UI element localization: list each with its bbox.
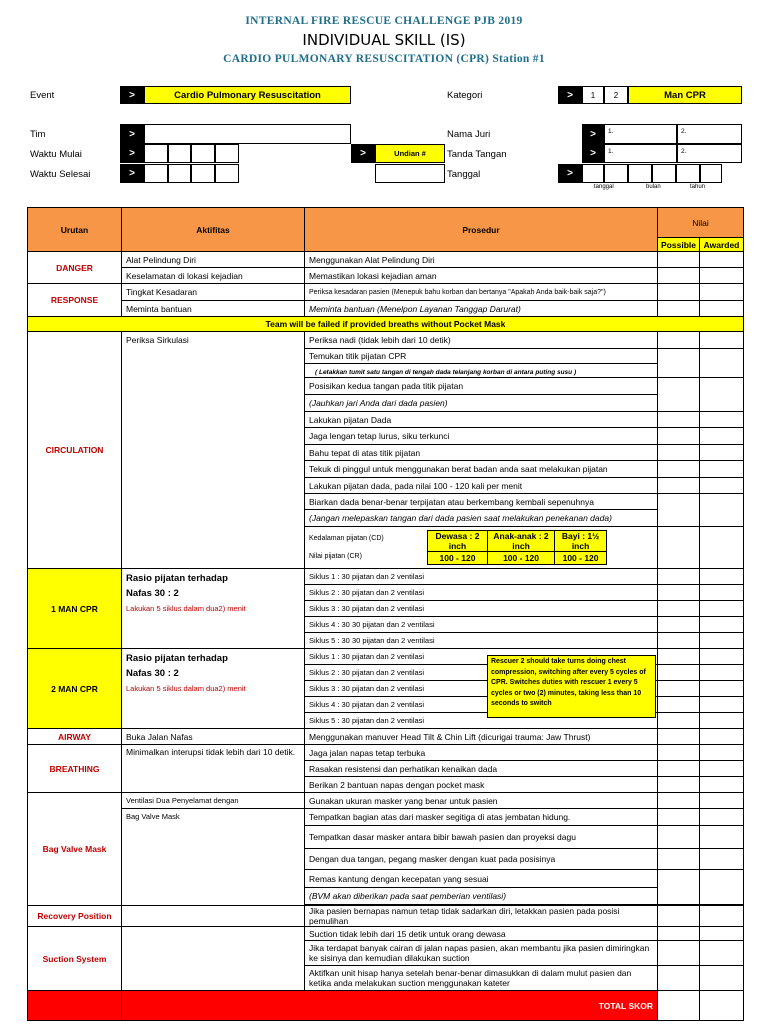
cycle-cell: Siklus 4 : 30 30 pijatan dan 2 ventilasi xyxy=(305,617,658,633)
possible-cell[interactable] xyxy=(658,378,700,412)
awarded-cell[interactable] xyxy=(700,494,744,527)
nama-juri-arrow-icon: > xyxy=(582,124,604,144)
ratio-value: Nafas 30 : 2 xyxy=(126,588,179,599)
procedure-cell: Periksa nadi (tidak lebih dari 10 detik) xyxy=(305,332,658,349)
awarded-cell[interactable] xyxy=(700,927,744,941)
kategori-arrow-icon: > xyxy=(558,86,582,104)
awarded-cell[interactable] xyxy=(700,941,744,966)
cd-anak: Anak-anak : 2 inch xyxy=(487,531,554,552)
procedure-cell: Biarkan dada benar-benar terpijatan atau berkembang kembali sepenuhnya xyxy=(305,494,658,510)
procedure-cell: Berikan 2 bantuan napas dengan pocket mask xyxy=(305,777,658,793)
awarded-cell[interactable] xyxy=(700,697,744,713)
activity-cell xyxy=(122,927,305,991)
tahun-sublabel: tahun xyxy=(690,184,706,190)
awarded-cell[interactable] xyxy=(700,849,744,870)
category-suction-system: Suction System xyxy=(28,927,122,991)
awarded-cell[interactable] xyxy=(700,617,744,633)
header-awarded: Awarded xyxy=(700,238,744,252)
kategori-label: Kategori xyxy=(447,90,483,101)
procedure-cell: Jika pasien bernapas namun tetap tidak sadarkan diri, letakkan pasien pada posisi pemulihan xyxy=(305,906,658,927)
procedure-cell: Remas kantung dengan kecepatan yang sesuai xyxy=(305,870,658,888)
pocket-mask-warning: Team will be failed if provided breaths without Pocket Mask xyxy=(28,317,744,332)
procedure-cell: Tekuk di pinggul untuk menggunakan berat badan anda saat melakukan pijatan xyxy=(305,461,658,478)
activity-cell: Meminta bantuan xyxy=(122,301,305,317)
total-filler xyxy=(28,991,122,1021)
possible-cell[interactable] xyxy=(658,284,700,301)
activity-cell xyxy=(122,906,305,927)
procedure-cell: Meminta bantuan (Menelpon Layanan Tanggap Darurat) xyxy=(305,301,658,317)
bulan-sublabel: bulan xyxy=(646,184,661,190)
cr-dewasa: 100 - 120 xyxy=(428,552,488,565)
procedure-cell: Menggunakan Alat Pelindung Diri xyxy=(305,252,658,268)
cd-bayi: Bayi : 1½ inch xyxy=(555,531,607,552)
category-recovery-position: Recovery Position xyxy=(28,906,122,927)
awarded-cell[interactable] xyxy=(700,777,744,793)
cycle-cell: Siklus 3 : 30 pijatan dan 2 ventilasi xyxy=(305,601,658,617)
header-nilai: Nilai xyxy=(658,208,744,238)
possible-cell[interactable] xyxy=(658,445,700,461)
rescuer-switch-note: Rescuer 2 should take turns doing chest compression, switching after every 5 cycles of CPR. Switches duties with rescuer 1 every 5 cycles or two (2) minutes, taking less than 10 seconds to switch xyxy=(487,655,656,718)
activity-cell xyxy=(122,569,305,649)
awarded-cell[interactable] xyxy=(700,826,744,849)
possible-cell[interactable] xyxy=(658,301,700,317)
nama-juri-label: Nama Juri xyxy=(447,129,491,140)
possible-cell[interactable] xyxy=(658,569,700,585)
activity-cell: Bag Valve Mask xyxy=(122,809,305,906)
event-value[interactable]: Cardio Pulmonary Resuscitation xyxy=(144,86,351,104)
category-1-man-cpr: 1 MAN CPR xyxy=(28,569,122,649)
procedure-cell: Lakukan pijatan Dada xyxy=(305,412,658,428)
waktu-selesai-label: Waktu Selesai xyxy=(30,169,91,180)
procedure-cell: Jaga jalan napas tetap terbuka xyxy=(305,745,658,761)
kategori-option-2[interactable]: 2 xyxy=(604,86,628,104)
cycle-cell: Siklus 1 : 30 pijatan dan 2 ventilasi xyxy=(305,649,658,665)
waktu-selesai-arrow-icon: > xyxy=(120,164,144,183)
cycle-cell: Siklus 5 : 30 30 pijatan dan 2 ventilasi xyxy=(305,633,658,649)
possible-cell[interactable] xyxy=(658,745,700,761)
possible-cell[interactable] xyxy=(658,681,700,697)
awarded-cell[interactable] xyxy=(700,284,744,301)
waktu-selesai-cell[interactable] xyxy=(168,164,191,183)
awarded-cell[interactable] xyxy=(700,729,744,745)
waktu-selesai-cell[interactable] xyxy=(191,164,215,183)
possible-cell[interactable] xyxy=(658,777,700,793)
possible-cell[interactable] xyxy=(658,809,700,826)
undian-arrow-icon: > xyxy=(351,144,375,163)
activity-cell: Periksa Sirkulasi xyxy=(122,332,305,569)
awarded-cell[interactable] xyxy=(700,745,744,761)
cr-bayi: 100 - 120 xyxy=(555,552,607,565)
awarded-cell[interactable] xyxy=(700,332,744,349)
activity-cell: Keselamatan di lokasi kejadian xyxy=(122,268,305,284)
tanggal-cell[interactable] xyxy=(582,164,604,183)
awarded-cell[interactable] xyxy=(700,713,744,729)
category-circulation: CIRCULATION xyxy=(28,332,122,569)
possible-cell[interactable] xyxy=(658,849,700,870)
possible-cell[interactable] xyxy=(658,617,700,633)
possible-cell[interactable] xyxy=(658,927,700,941)
tanda-tangan-2-input[interactable]: 2. xyxy=(677,144,742,163)
activity-cell: Buka Jalan Nafas xyxy=(122,729,305,745)
cycle-cell: Siklus 2 : 30 pijatan dan 2 ventilasi xyxy=(305,585,658,601)
cd-dewasa: Dewasa : 2 inch xyxy=(428,531,488,552)
procedure-note-text: ( Letakkan tumit satu tangan di tengah dada telanjang korban di antara puting susu ) xyxy=(315,368,577,376)
possible-cell[interactable] xyxy=(658,478,700,494)
awarded-cell[interactable] xyxy=(700,461,744,478)
possible-cell[interactable] xyxy=(658,461,700,478)
cycle-cell: Siklus 3 : 30 pijatan dan 2 ventilasi xyxy=(305,681,658,697)
waktu-mulai-cell[interactable] xyxy=(215,144,239,163)
procedure-note: (BVM akan diberikan pada saat pemberian ventilasi) xyxy=(305,888,658,905)
awarded-cell[interactable] xyxy=(700,809,744,826)
category-2-man-cpr: 2 MAN CPR xyxy=(28,649,122,729)
procedure-cell: Temukan titik pijatan CPR xyxy=(305,349,658,364)
possible-cell[interactable] xyxy=(658,793,700,809)
awarded-cell[interactable] xyxy=(700,870,744,905)
compression-spec-table xyxy=(427,530,607,565)
procedure-cell: Gunakan ukuran masker yang benar untuk pasien xyxy=(305,793,658,809)
event-arrow-icon: > xyxy=(120,86,144,104)
awarded-cell[interactable] xyxy=(700,761,744,777)
procedure-cell: Tempatkan bagian atas dari masker segitiga di atas jembatan hidung. xyxy=(305,809,658,826)
procedure-cell: Menggunakan manuver Head Tilt & Chin Lift (dicurigai trauma: Jaw Thrust) xyxy=(305,729,658,745)
possible-cell[interactable] xyxy=(658,761,700,777)
awarded-cell[interactable] xyxy=(700,268,744,284)
ratio-value: Nafas 30 : 2 xyxy=(126,668,179,679)
cycle-cell: Siklus 4 : 30 pijatan dan 2 ventilasi xyxy=(305,697,658,713)
undian-label: Undian # xyxy=(375,144,445,163)
possible-cell[interactable] xyxy=(658,349,700,378)
nama-juri-1-input[interactable]: 1. xyxy=(604,124,677,144)
activity-cell: Ventilasi Dua Penyelamat dengan xyxy=(122,793,305,809)
event-label: Event xyxy=(30,90,55,101)
cycle-cell: Siklus 5 : 30 pijatan dan 2 ventilasi xyxy=(305,713,658,729)
procedure-note: (Jauhkan jari Anda dari dada pasien) xyxy=(305,395,658,412)
awarded-cell[interactable] xyxy=(700,633,744,649)
procedure-cell: Dengan dua tangan, pegang masker dengan kuat pada posisinya xyxy=(305,849,658,870)
awarded-cell[interactable] xyxy=(700,301,744,317)
category-airway: AIRWAY xyxy=(28,729,122,745)
awarded-cell[interactable] xyxy=(700,793,744,809)
bulan-cell[interactable] xyxy=(652,164,676,183)
awarded-cell[interactable] xyxy=(700,252,744,268)
cycle-note: Lakukan 5 siklus dalam dua2) menit xyxy=(126,604,246,613)
awarded-cell[interactable] xyxy=(700,681,744,697)
total-possible-cell[interactable] xyxy=(658,991,700,1021)
category-danger: DANGER xyxy=(28,252,122,284)
header-prosedur: Prosedur xyxy=(305,208,658,252)
awarded-cell[interactable] xyxy=(700,527,744,569)
waktu-selesai-cell[interactable] xyxy=(215,164,239,183)
tim-label: Tim xyxy=(30,129,46,140)
tanggal-cell[interactable] xyxy=(604,164,628,183)
possible-cell[interactable] xyxy=(658,649,700,665)
activity-cell: Tingkat Kesadaran xyxy=(122,284,305,301)
header-subtitle: INDIVIDUAL SKILL (IS) xyxy=(302,31,466,49)
possible-cell[interactable] xyxy=(658,332,700,349)
header-possible: Possible xyxy=(658,238,700,252)
procedure-cell: Jika terdapat banyak cairan di jalan napas pasien, akan membantu jika pasien dimiringkan ke sisinya dan kemudian dilakukan suction xyxy=(305,941,658,966)
category-response: RESPONSE xyxy=(28,284,122,317)
possible-cell[interactable] xyxy=(658,941,700,966)
possible-cell[interactable] xyxy=(658,633,700,649)
waktu-mulai-cell[interactable] xyxy=(168,144,191,163)
tanda-tangan-arrow-icon: > xyxy=(582,144,604,163)
possible-cell[interactable] xyxy=(658,268,700,284)
awarded-cell[interactable] xyxy=(700,569,744,585)
possible-cell[interactable] xyxy=(658,697,700,713)
activity-cell xyxy=(122,649,305,729)
possible-cell[interactable] xyxy=(658,494,700,527)
awarded-cell[interactable] xyxy=(700,445,744,461)
tanggal-label: Tanggal xyxy=(447,169,481,180)
activity-cell: Minimalkan interupsi tidak lebih dari 10 detik. xyxy=(122,745,305,793)
total-score-label: TOTAL SKOR xyxy=(122,991,658,1021)
tahun-cell[interactable] xyxy=(676,164,700,183)
awarded-cell[interactable] xyxy=(700,478,744,494)
tim-arrow-icon: > xyxy=(120,124,144,144)
tahun-cell[interactable] xyxy=(700,164,722,183)
procedure-note: (Jangan melepaskan tangan dari dada pasien saat melakukan penekanan dada) xyxy=(305,510,658,527)
procedure-cell: Rasakan resistensi dan perhatikan kenaikan dada xyxy=(305,761,658,777)
procedure-cell: Tempatkan dasar masker antara bibir bawah pasien dan proyeksi dagu xyxy=(305,826,658,849)
awarded-cell[interactable] xyxy=(700,412,744,428)
cycle-cell: Siklus 2 : 30 pijatan dan 2 ventilasi xyxy=(305,665,658,681)
ratio-title: Rasio pijatan terhadap xyxy=(126,573,228,584)
awarded-cell[interactable] xyxy=(700,601,744,617)
kategori-option-1[interactable]: 1 xyxy=(582,86,604,104)
possible-cell[interactable] xyxy=(658,826,700,849)
header-station: CARDIO PULMONARY RESUSCITATION (CPR) Station #1 xyxy=(223,53,545,65)
nama-juri-2-input[interactable]: 2. xyxy=(677,124,742,144)
possible-cell[interactable] xyxy=(658,713,700,729)
possible-cell[interactable] xyxy=(658,665,700,681)
possible-cell[interactable] xyxy=(658,729,700,745)
possible-cell[interactable] xyxy=(658,601,700,617)
awarded-cell[interactable] xyxy=(700,428,744,445)
tanda-tangan-1-input[interactable]: 1. xyxy=(604,144,677,163)
possible-cell[interactable] xyxy=(658,870,700,905)
tim-input[interactable] xyxy=(144,124,351,144)
procedure-note xyxy=(305,364,658,378)
kategori-value[interactable]: Man CPR xyxy=(628,86,742,104)
possible-cell[interactable] xyxy=(658,966,700,991)
total-awarded-cell[interactable] xyxy=(700,991,744,1021)
awarded-cell[interactable] xyxy=(700,349,744,378)
procedure-cell: Lakukan pijatan dada, pada nilai 100 - 120 kali per menit xyxy=(305,478,658,494)
possible-cell[interactable] xyxy=(658,906,700,927)
possible-cell[interactable] xyxy=(658,252,700,268)
scoring-table xyxy=(27,207,744,1021)
category-breathing: BREATHING xyxy=(28,745,122,793)
header-aktifitas: Aktifitas xyxy=(122,208,305,252)
procedure-cell: Suction tidak lebih dari 15 detik untuk orang dewasa xyxy=(305,927,658,941)
tanda-tangan-label: Tanda Tangan xyxy=(447,149,507,160)
awarded-cell[interactable] xyxy=(700,966,744,991)
category-bag-valve-mask: Bag Valve Mask xyxy=(28,793,122,906)
cr-label: Nilai pijatan (CR) xyxy=(309,552,362,560)
awarded-cell[interactable] xyxy=(700,665,744,681)
procedure-cell: Periksa kesadaran pasien (Menepuk bahu korban dan bertanya "Apakah Anda baik-baik saja?") xyxy=(305,284,658,301)
possible-cell[interactable] xyxy=(658,585,700,601)
waktu-mulai-arrow-icon: > xyxy=(120,144,144,163)
procedure-cell: Aktifkan unit hisap hanya setelah benar-benar dimasukkan di dalam mulut pasien dan ketika anda melakukan suction menggunakan kateter xyxy=(305,966,658,991)
awarded-cell[interactable] xyxy=(700,906,744,927)
header-urutan: Urutan xyxy=(28,208,122,252)
bulan-cell[interactable] xyxy=(628,164,652,183)
procedure-cell: Posisikan kedua tangan pada titik pijatan xyxy=(305,378,658,395)
procedure-cell: Bahu tepat di atas titik pijatan xyxy=(305,445,658,461)
ratio-title: Rasio pijatan terhadap xyxy=(126,653,228,664)
procedure-cell: Memastikan lokasi kejadian aman xyxy=(305,268,658,284)
waktu-mulai-cell[interactable] xyxy=(144,144,168,163)
undian-input[interactable] xyxy=(375,164,445,183)
possible-cell[interactable] xyxy=(658,428,700,445)
cycle-note: Lakukan 5 siklus dalam dua2) menit xyxy=(126,684,246,693)
waktu-mulai-label: Waktu Mulai xyxy=(30,149,82,160)
cd-label: Kedalaman pijatan (CD) xyxy=(309,534,384,542)
compression-spec-cell xyxy=(305,527,658,569)
possible-cell[interactable] xyxy=(658,527,700,569)
tanggal-sublabel: tanggal xyxy=(594,184,614,190)
waktu-selesai-cell[interactable] xyxy=(144,164,168,183)
cr-anak: 100 - 120 xyxy=(487,552,554,565)
header-title: INTERNAL FIRE RESCUE CHALLENGE PJB 2019 xyxy=(245,15,523,27)
waktu-mulai-cell[interactable] xyxy=(191,144,215,163)
cycle-cell: Siklus 1 : 30 pijatan dan 2 ventilasi xyxy=(305,569,658,585)
awarded-cell[interactable] xyxy=(700,585,744,601)
activity-cell: Alat Pelindung Diri xyxy=(122,252,305,268)
possible-cell[interactable] xyxy=(658,412,700,428)
awarded-cell[interactable] xyxy=(700,378,744,412)
procedure-cell: Jaga lengan tetap lurus, siku terkunci xyxy=(305,428,658,445)
tanggal-arrow-icon: > xyxy=(558,164,582,183)
awarded-cell[interactable] xyxy=(700,649,744,665)
